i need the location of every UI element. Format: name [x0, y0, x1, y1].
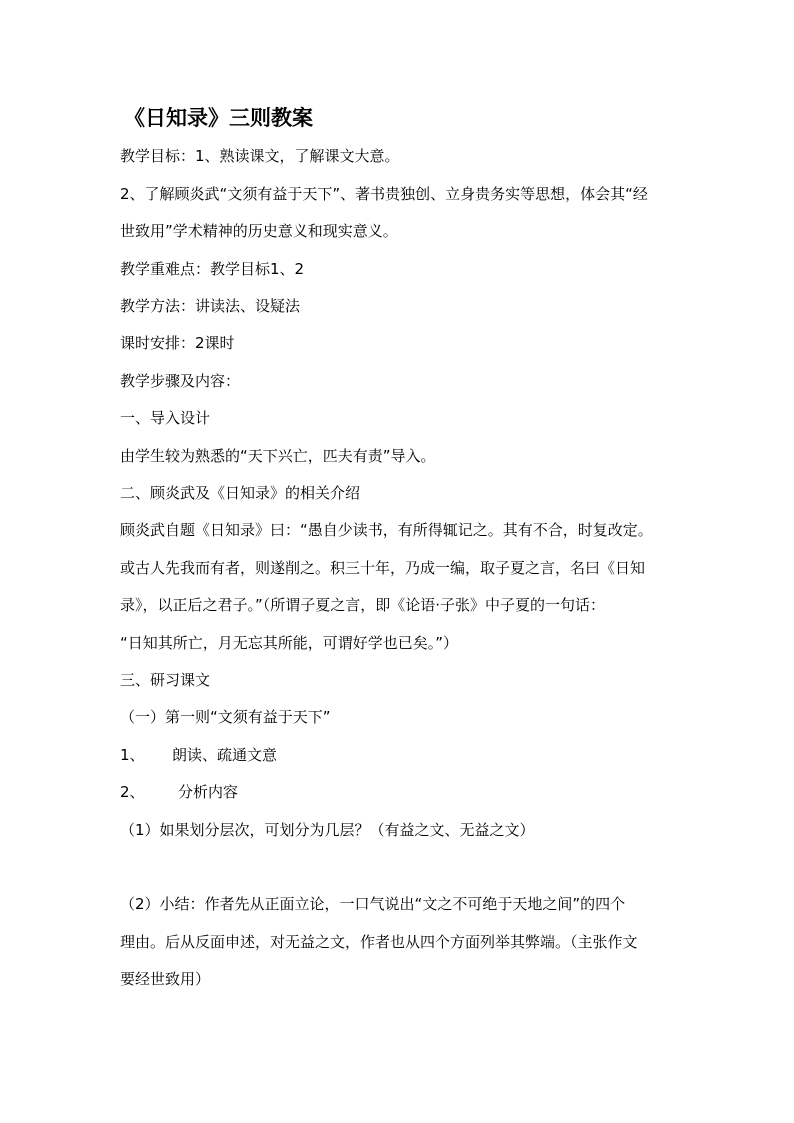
section-heading: 二、顾炎武及《日知录》的相关介绍 — [120, 484, 361, 502]
list-item — [120, 744, 277, 766]
paragraph-line: 要经世致用） — [120, 970, 211, 988]
list-item — [120, 781, 238, 803]
paragraph-line: 由学生较为熟悉的“天下兴亡，匹夫有责”导入。 — [120, 447, 436, 465]
paragraph-line: 2、了解顾炎武“文须有益于天下”、著书贵独创、立身贵务实等思想，体会其“经 — [120, 185, 648, 203]
paragraph-line: 教学步骤及内容： — [120, 372, 241, 390]
paragraph-line: 教学重难点：教学目标1、2 — [120, 260, 305, 278]
list-item-text: 分析内容 — [178, 783, 239, 801]
paragraph-line: 或古人先我而有者，则遂削之。积三十年，乃成一编，取子夏之言，名曰《日知 — [120, 559, 646, 577]
document-title: 《日知录》三则教案 — [124, 105, 313, 130]
paragraph-line: （2）小结：作者先从正面立论，一口气说出“文之不可绝于天地之间”的四个 — [120, 895, 626, 913]
list-item-text: 朗读、疏通文意 — [172, 746, 278, 764]
subsection-heading: （一）第一则“文须有益于天下” — [120, 708, 331, 726]
paragraph-line: 理由。后从反面申述，对无益之文，作者也从四个方面列举其弊端。（主张作文 — [120, 933, 638, 951]
paragraph-line: 教学目标：1、熟读课文，了解课文大意。 — [120, 147, 400, 165]
section-heading: 一、导入设计 — [120, 409, 211, 427]
section-heading: 三、研习课文 — [120, 671, 211, 689]
list-item-number: 2、 — [120, 783, 145, 801]
paragraph-line: （1）如果划分层次，可划分为几层？（有益之文、无益之文） — [120, 821, 535, 839]
paragraph-line: 世致用”学术精神的历史意义和现实意义。 — [120, 222, 398, 240]
paragraph-line: 顾炎武自题《日知录》曰：“愚自少读书，有所得辄记之。其有不合，时复改定。 — [120, 521, 653, 539]
list-item-number: 1、 — [120, 746, 145, 764]
paragraph-line: 录》，以正后之君子。”（所谓子夏之言，即《论语·子张》中子夏的一句话： — [120, 596, 606, 614]
paragraph-line: “日知其所亡，月无忘其所能，可谓好学也已矣。”） — [120, 634, 459, 652]
paragraph-line: 教学方法：讲读法、设疑法 — [120, 297, 301, 315]
paragraph-line: 课时安排：2课时 — [120, 334, 235, 352]
